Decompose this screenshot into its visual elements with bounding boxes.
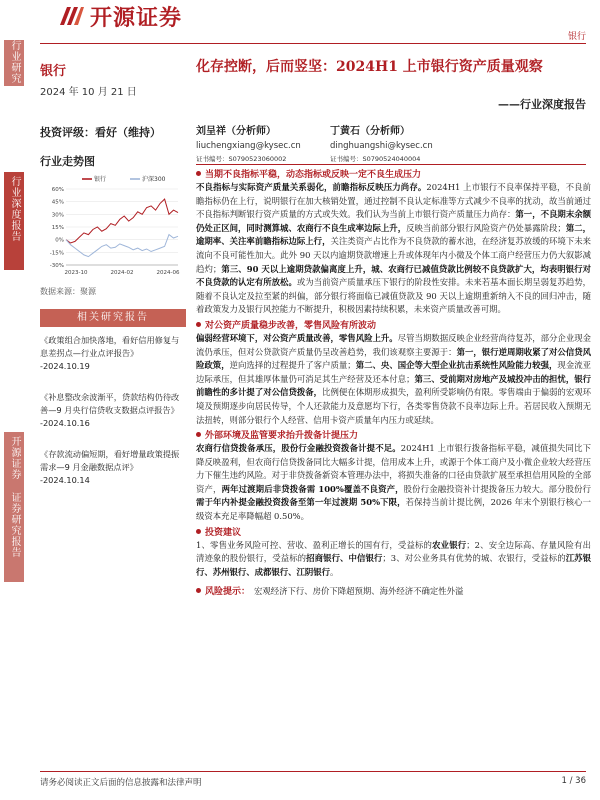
risk-text: 宏观经济下行、房价下降超预期、海外经济不确定性外溢	[254, 585, 464, 596]
trend-chart	[38, 171, 184, 281]
section-heading-1: 当期不良指标平稳，动态指标或反映一定不良生成压力	[196, 166, 591, 181]
paragraph-2: 偏弱经营环境下，对公资产质量改善，零售风险上升。尽管当期数据反映企业经营尚待复苏，部分企业现金流仍承压，但对公贷款资产质量仍呈改善趋势，我们该观察主要源于：第一，银行逆周期收紧了对公信贷风险政策，逆向选择的过程提升了客户质量；第二、央、国企等大型企业抗击系统性风险能力较强，现金流亚边际承压，但其雄厚体量仍可消足其生产经营及还本付息；第三、受前期对房地产及城投冲击的担忧，银行前瞻性的多计提了对公信贷拨备，比例便在体期形成损失，盈利所受影响仍有限。零售端由于偏弱的宏观环境及预期逐步向居民传导，个人还款能力及意愿均下行，各类零售贷款不良率边际上升。若居民收入预期无法扭转，则部分银行个人经营、信用卡资产质量年内压力或延续。	[196, 332, 592, 425]
analyst-email[interactable]: liuchengxiang@kysec.cn	[196, 141, 301, 151]
logo	[58, 2, 182, 30]
x-tick-label: 2024-02	[110, 270, 134, 276]
analyst-name: 丁黄石（分析师）	[330, 126, 410, 137]
bullet-icon	[196, 322, 201, 327]
related-report-text[interactable]: 《存款流动偏短期，看好增量政策提振需求—9 月金融数据点评》	[40, 449, 180, 472]
x-tick-label: 2024-06	[156, 270, 180, 276]
side-strip	[0, 0, 28, 800]
analyst-divider	[196, 164, 586, 165]
analyst-1	[196, 122, 301, 163]
bullet-icon	[196, 588, 201, 593]
analyst-2	[330, 122, 433, 163]
paragraph-4: 1、零售业务风险可控、营收、盈利正增长的国有行，受益标的农业银行；2、安全边际高、存量风险有出清迹象的股份银行，受益标的招商银行、中信银行；3、对公业务具有优势的城、农银行，受益标的江苏银行、苏州银行、成都银行、江阴银行。	[196, 539, 592, 577]
paragraph-3: 农商行信贷拨备承压，股份行金融投资拨备计提不足。2024H1 上市银行拨备指标平稳，减值损失同比下降反映盈利，但农商行信贷拨备同比大幅多计提，信用成本上升，或源于个体工商户及小微企业较大经营压力下催生违约风险。对于非贷拨备新资本管理办法中，将损失准备的口径由贷款扩展至承担信用风险的全部资产，两年过渡期后非贷拨备需 100%覆盖不良资产，股份行金融投资补计提拨备压力较大。部分股份行需于年内补提金融投资拨备至第一年过渡期 50%下限，若保持当前计提比例，2026 年末个别银行核心一级资本充足率降幅超 0.50%。	[196, 443, 592, 522]
analyst-cert: 证书编号：S0790523060002	[196, 155, 287, 163]
trend-chart-title: 行业走势图	[40, 155, 95, 168]
chart-x-ticks	[65, 270, 180, 276]
page-number: 1 / 36	[561, 776, 586, 786]
logo-text: 开源证券	[90, 5, 183, 31]
paragraph-1: 不良指标与实际资产质量关系弱化，前瞻指标反映压力尚存。2024H1 上市银行不良率保持平稳，不良前瞻指标仍在上行，说明银行在加大核销处置，通过控制不良认定标准等方式减少不良率的扰动，故当前通过不良指标判断银行资产质量的方式或失效。我们认为当前上市银行资产质量压力尚存：第一，不良期末余额仍处正区间，同时测算城、农商行不良生成率边际上升，反映当前部分银行风险资产仍处暴露阶段；第二，逾期率、关注率前瞻指标边际上行，关注类资产占比作为不良贷款的蓄水池，在经济复苏放缓的环境下未来流向不良可能性加大。此外 90 天以内逾期贷款增速上升或体现年内小微及个体工商户经营压力仍大叙影减趋灼；第三、90 天以上逾期贷款偏离度上升，城、农商行已减值贷款比例较不良贷款扩大，均表明银行对不良贷款的认定有所放松。或为当前资产质量承压下银行的阶段性安排。未来若基本面长期呈弱复苏趋势，随着不良认定及拉至紧的纠偏，部分银行将面临已减值贷款及 90 天以上逾期重新纳入不良的回归冲击，随着政策发力及银行风控能力不断提升，积极因素持续积累，未来资产质量改善可期。	[196, 182, 592, 315]
report-subtitle: ——行业深度报告	[498, 98, 586, 111]
header-category: 银行	[567, 32, 586, 42]
header-divider	[40, 43, 586, 44]
side-text-bottom: 开源证券 证券研究报告	[9, 436, 20, 558]
section-heading-2: 对公资产质量稳步改善，零售风险有所波动	[196, 317, 591, 332]
analyst-cert: 证书编号：S0790524040004	[330, 155, 421, 163]
related-report-text[interactable]: 《政策组合加快落地，看好信用修复与息差拐点—行业点评报告》	[40, 335, 180, 358]
series-line-银行	[66, 199, 178, 243]
section-heading-3: 外部环境及监管要求抬升拨备计提压力	[196, 427, 591, 442]
bullet-icon	[196, 529, 201, 534]
y-tick-label: 0%	[55, 237, 64, 244]
legend-label: 银行	[94, 176, 107, 183]
side-text-middle: 行业深度报告	[9, 176, 20, 242]
related-report-text[interactable]: 《补息整改余波渐平，贷款结构仍待改善—9 月央行信贷收支数据点评报告》	[40, 392, 180, 415]
y-tick-label: -15%	[49, 250, 64, 257]
series-line-沪深300	[66, 235, 178, 257]
analyst-name: 刘呈祥（分析师）	[196, 126, 276, 137]
bullet-icon	[196, 432, 201, 437]
report-title: 化存控断，后而竖坚：2024H1 上市银行资产质量观察	[196, 59, 543, 75]
related-report-2	[40, 391, 186, 430]
related-report-3	[40, 448, 186, 487]
footer-divider	[40, 771, 586, 772]
side-text-top: 行业研究	[9, 40, 20, 84]
report-date: 2024 年 10 月 21 日	[40, 87, 137, 98]
related-report-1	[40, 334, 186, 373]
x-tick-label: 2023-10	[64, 270, 88, 276]
chart-legend	[82, 175, 166, 183]
chart-source: 数据来源：聚源	[40, 287, 96, 296]
sector-label: 银行	[40, 64, 67, 79]
related-report-date: -2024.10.14	[40, 475, 90, 485]
y-tick-label: 45%	[51, 199, 64, 206]
y-tick-label: -30%	[49, 263, 64, 269]
section-heading-4: 投资建议	[196, 524, 591, 539]
related-report-date: -2024.10.19	[40, 361, 90, 371]
risk-label: 风险提示：	[205, 587, 251, 598]
y-tick-label: 30%	[51, 212, 64, 219]
chart-series	[66, 199, 178, 257]
y-tick-label: 60%	[51, 187, 64, 193]
y-tick-label: 15%	[51, 225, 64, 231]
investment-rating: 投资评级：看好（维持）	[40, 126, 161, 139]
related-reports-title: 相关研究报告	[40, 309, 186, 327]
report-body	[196, 166, 591, 598]
risk-warning	[196, 583, 591, 598]
bullet-icon	[196, 171, 201, 176]
chart-y-ticks	[50, 187, 64, 269]
related-report-date: -2024.10.16	[40, 418, 90, 428]
legend-label: 沪深300	[142, 176, 166, 183]
footer-disclaimer: 请务必阅读正文后面的信息披露和法律声明	[40, 778, 202, 788]
analyst-email[interactable]: dinghuangshi@kysec.cn	[330, 141, 433, 151]
logo-mark-icon	[58, 3, 84, 29]
